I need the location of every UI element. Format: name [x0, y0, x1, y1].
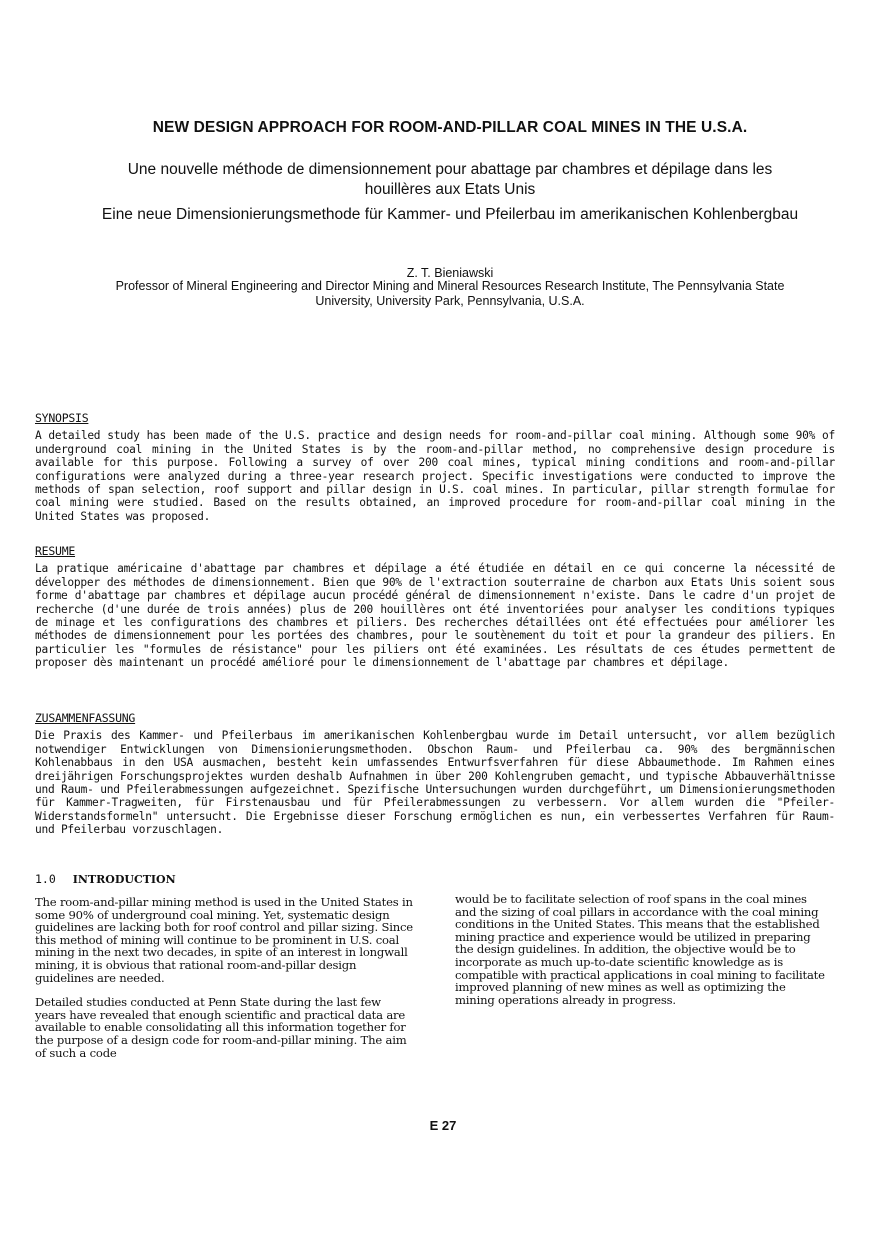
zusammenfassung-section — [35, 712, 835, 837]
resume-text: La pratique américaine d'abattage par chambres et dépilage a été étudiée en détail en ce qui concerne la nécessité de développer des méthodes de dimensionnement. Bien que 90% de l'extraction souterraine de charbon aux Etats Unis soient sous forme d'abattage par chambres et dépilage aucun procédé général de dimensionnement n'existe. Dans le cadre d'un projet de recherche (d'une durée de trois années) plus de 200 houillères ont été inventoriées pour analyser les conditions typiques de minage et les configurations des chambres et piliers. Des recherches détaillées ont été effectuées pour améliorer les méthodes de dimensionnement pour les portées des chambres, pour le soutènement du toit et pour la grandeur des piliers. En particulier les "formules de résistance" pour les piliers ont été examinées. Les résultats de ces études permettent de proposer dès maintenant un procédé amélioré pour le dimensionnement de l'abattage par chambres et dépilage. — [35, 562, 835, 670]
intro-paragraph: The room-and-pillar mining method is used in the United States in some 90% of underground coal mining. Yet, systematic design guidelines are lacking both for roof control and pillar sizing. Since this method of mining will continue to be prominent in U.S. coal mining in the next two decades, in spite of an interest in longwall mining, it is obvious that rational room-and-pillar design guidelines are needed. — [35, 895, 413, 985]
author-affiliation: Professor of Mineral Engineering and Director Mining and Mineral Resources Research Institute, The Pennsylvania State University, University Park, Pennsylvania, U.S.A. — [115, 279, 785, 308]
page-number: E 27 — [429, 1118, 457, 1133]
resume-section — [35, 545, 835, 670]
introduction-right-column — [455, 893, 825, 1018]
title-english: NEW DESIGN APPROACH FOR ROOM-AND-PILLAR COAL MINES IN THE U.S.A. — [152, 119, 748, 136]
synopsis-text: A detailed study has been made of the U.S. practice and design needs for room-and-pillar coal mining. Although some 90% of underground coal mining in the United States is by the room-and-pillar method, no comprehensive design procedure is available for this purpose. Following a survey of over 200 coal mines, typical mining conditions and room-and-pillar configurations were analyzed during a three-year research project. Specific investigations were conducted to improve the methods of span selection, roof support and pillar design in U.S. coal mines. In particular, pillar strength formulae for coal mining were studied. Based on the results obtained, an improved procedure for room-and-pillar coal mining in the United States was proposed. — [35, 429, 835, 523]
synopsis-section — [35, 412, 835, 523]
introduction-number: 1.0 — [35, 872, 56, 886]
intro-paragraph: would be to facilitate selection of roof spans in the coal mines and the sizing of coal pillars in accordance with the coal mining conditions in the United States. This means that the established mining practice and experience would be utilized in preparing the design guidelines. In addition, the objective would be to incorporate as much up-to-date scientific knowledge as is compatible with practical applications in coal mining to facilitate improved planning of new mines as well as optimizing the mining operations already in progress. — [455, 892, 825, 1007]
title-german: Eine neue Dimensionierungsmethode für Kammer- und Pfeilerbau im amerikanischen Kohlenbergbau — [101, 206, 799, 223]
zusammenfassung-text: Die Praxis des Kammer- und Pfeilerbaus im amerikanischen Kohlenbergbau wurde im Detail untersucht, vor allem bezüglich notwendiger Entwicklungen von Dimensionierungsmethoden. Obschon Raum- und Pfeilerbau ca. 90% des bergmännischen Kohlenabbaus in den USA ausmachen, besteht kein umfassendes Entwurfsverfahren für diese Abbaumethode. Im Rahmen eines dreijährigen Forschungsprojektes wurden deshalb Aufnahmen in über 200 Kohlengruben gemacht, und typische Abbauverhältnisse und Raum- und Pfeilerabmessungen aufgezeichnet. Spezifische Untersuchungen wurden durchgeführt, um Dimensionierungsmethoden für Kammer-Tragweiten, für Firstenausbau und für Pfeilerabmessungen zu verbessern. Vor allem wurden die "Pfeiler-Widerstandsformeln" untersucht. Die Ergebnisse dieser Forschung ermöglichen es nun, ein verbessertes Verfahren für Raum- und Pfeilerbau vorzuschlagen. — [35, 729, 835, 837]
title-french: Une nouvelle méthode de dimensionnement pour abattage par chambres et dépilage dans les houillères aux Etats Unis — [127, 161, 773, 198]
introduction-title: INTRODUCTION — [72, 873, 176, 886]
intro-paragraph: Detailed studies conducted at Penn State during the last few years have revealed that enough scientific and practical data are available to enable consolidating all this information together for the purpose of a design code for room-and-pillar mining. The aim of such a code — [35, 995, 407, 1060]
zusammenfassung-heading: ZUSAMMENFASSUNG — [35, 711, 136, 725]
resume-heading: RESUME — [35, 544, 76, 558]
synopsis-heading: SYNOPSIS — [35, 411, 89, 425]
author-name: Z. T. Bieniawski — [406, 266, 494, 280]
introduction-heading — [35, 872, 176, 886]
introduction-left-column — [35, 896, 413, 1071]
